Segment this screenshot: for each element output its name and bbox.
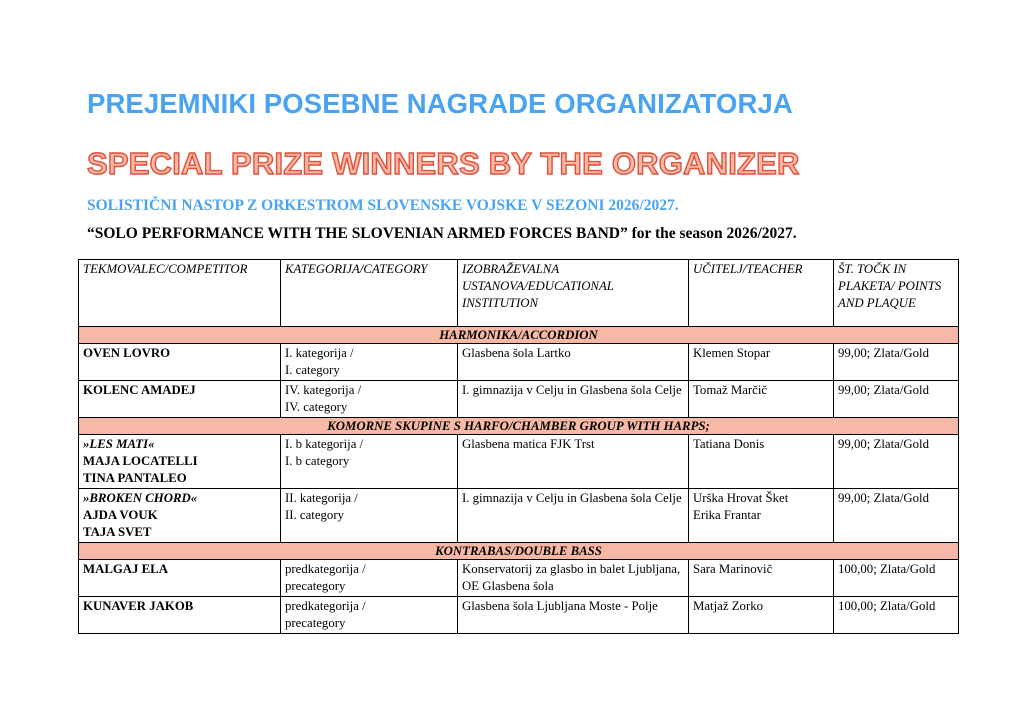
category-cell (281, 435, 458, 489)
teacher-name: Klemen Stopar (693, 346, 771, 360)
table-body (79, 327, 959, 634)
title-slovenian: PREJEMNIKI POSEBNE NAGRADE ORGANIZATORJA (87, 88, 793, 119)
teacher-cell (689, 381, 834, 418)
teacher-name: Urška Hrovat Šket (693, 491, 789, 505)
table-row (79, 597, 959, 634)
competitor-cell (79, 344, 281, 381)
header-institution: IZOBRAŽEVALNA USTANOVA/EDUCATIONAL INSTITUTION (458, 260, 689, 327)
category-cell (281, 597, 458, 634)
points-cell: 99,00; Zlata/Gold (834, 344, 959, 381)
teacher-name: Sara Marinovič (693, 562, 773, 576)
competitor-name: MALGAJ ELA (83, 562, 168, 576)
teacher-cell (689, 489, 834, 543)
header-category: KATEGORIJA/CATEGORY (281, 260, 458, 327)
table-row (79, 560, 959, 597)
teacher-cell (689, 597, 834, 634)
competitor-name: OVEN LOVRO (83, 346, 171, 360)
category-line: precategory (285, 616, 346, 630)
header-competitor: TEKMOVALEC/COMPETITOR (79, 260, 281, 327)
points-cell: 99,00; Zlata/Gold (834, 435, 959, 489)
competitor-cell (79, 560, 281, 597)
teacher-name: Erika Frantar (693, 508, 761, 522)
teacher-cell (689, 560, 834, 597)
table-row (79, 489, 959, 543)
section-row (79, 543, 959, 560)
competitor-cell (79, 489, 281, 543)
competitor-name: MAJA LOCATELLI (83, 454, 198, 468)
competitor-name: KOLENC AMADEJ (83, 383, 196, 397)
points-cell: 99,00; Zlata/Gold (834, 381, 959, 418)
category-line: I. b category (285, 454, 350, 468)
institution-cell: Glasbena šola Lartko (458, 344, 689, 381)
title-english: SPECIAL PRIZE WINNERS BY THE ORGANIZER (87, 146, 800, 181)
institution-cell: Konservatorij za glasbo in balet Ljubljana, OE Glasbena šola (458, 560, 689, 597)
table-row (79, 381, 959, 418)
subtitle-english: “SOLO PERFORMANCE WITH THE SLOVENIAN ARMED FORCES BAND” for the season 2026/2027. (87, 225, 797, 242)
points-cell: 99,00; Zlata/Gold (834, 489, 959, 543)
header-teacher: UČITELJ/TEACHER (689, 260, 834, 327)
teacher-cell (689, 344, 834, 381)
category-line: I. kategorija / (285, 346, 354, 360)
competitor-name: TINA PANTALEO (83, 471, 187, 485)
section-row (79, 418, 959, 435)
table-row (79, 435, 959, 489)
teacher-name: Tatiana Donis (693, 437, 765, 451)
category-cell (281, 344, 458, 381)
section-title: KOMORNE SKUPINE S HARFO/CHAMBER GROUP WITH HARPS; (79, 418, 959, 435)
category-line: II. kategorija / (285, 491, 358, 505)
section-title: KONTRABAS/DOUBLE BASS (79, 543, 959, 560)
competitor-name: TAJA SVET (83, 525, 152, 539)
teacher-cell (689, 435, 834, 489)
competitor-cell (79, 435, 281, 489)
section-title: HARMONIKA/ACCORDION (79, 327, 959, 344)
category-line: predkategorija / (285, 599, 366, 613)
category-line: precategory (285, 579, 346, 593)
category-line: I. b kategorija / (285, 437, 364, 451)
institution-cell: Glasbena matica FJK Trst (458, 435, 689, 489)
category-line: IV. kategorija / (285, 383, 362, 397)
institution-cell: I. gimnazija v Celju in Glasbena šola Celje (458, 381, 689, 418)
competitor-name: AJDA VOUK (83, 508, 158, 522)
table-row (79, 344, 959, 381)
header-points: ŠT. TOČK IN PLAKETA/ POINTS AND PLAQUE (834, 260, 959, 327)
category-cell (281, 560, 458, 597)
subtitle-slovenian: SOLISTIČNI NASTOP Z ORKESTROM SLOVENSKE VOJSKE V SEZONI 2026/2027. (87, 197, 679, 214)
competitor-cell (79, 381, 281, 418)
category-line: predkategorija / (285, 562, 366, 576)
points-cell: 100,00; Zlata/Gold (834, 597, 959, 634)
category-cell (281, 381, 458, 418)
teacher-name: Tomaž Marčič (693, 383, 768, 397)
category-line: II. category (285, 508, 344, 522)
institution-cell: I. gimnazija v Celju in Glasbena šola Celje (458, 489, 689, 543)
competitor-cell (79, 597, 281, 634)
institution-cell: Glasbena šola Ljubljana Moste - Polje (458, 597, 689, 634)
competitor-name: KUNAVER JAKOB (83, 599, 194, 613)
section-row (79, 327, 959, 344)
group-name: »BROKEN CHORD« (83, 491, 198, 505)
points-cell: 100,00; Zlata/Gold (834, 560, 959, 597)
category-line: I. category (285, 363, 340, 377)
group-name: »LES MATI« (83, 437, 155, 451)
winners-table (78, 259, 959, 634)
category-cell (281, 489, 458, 543)
category-line: IV. category (285, 400, 348, 414)
table-header-row (79, 260, 959, 327)
teacher-name: Matjaž Zorko (693, 599, 764, 613)
